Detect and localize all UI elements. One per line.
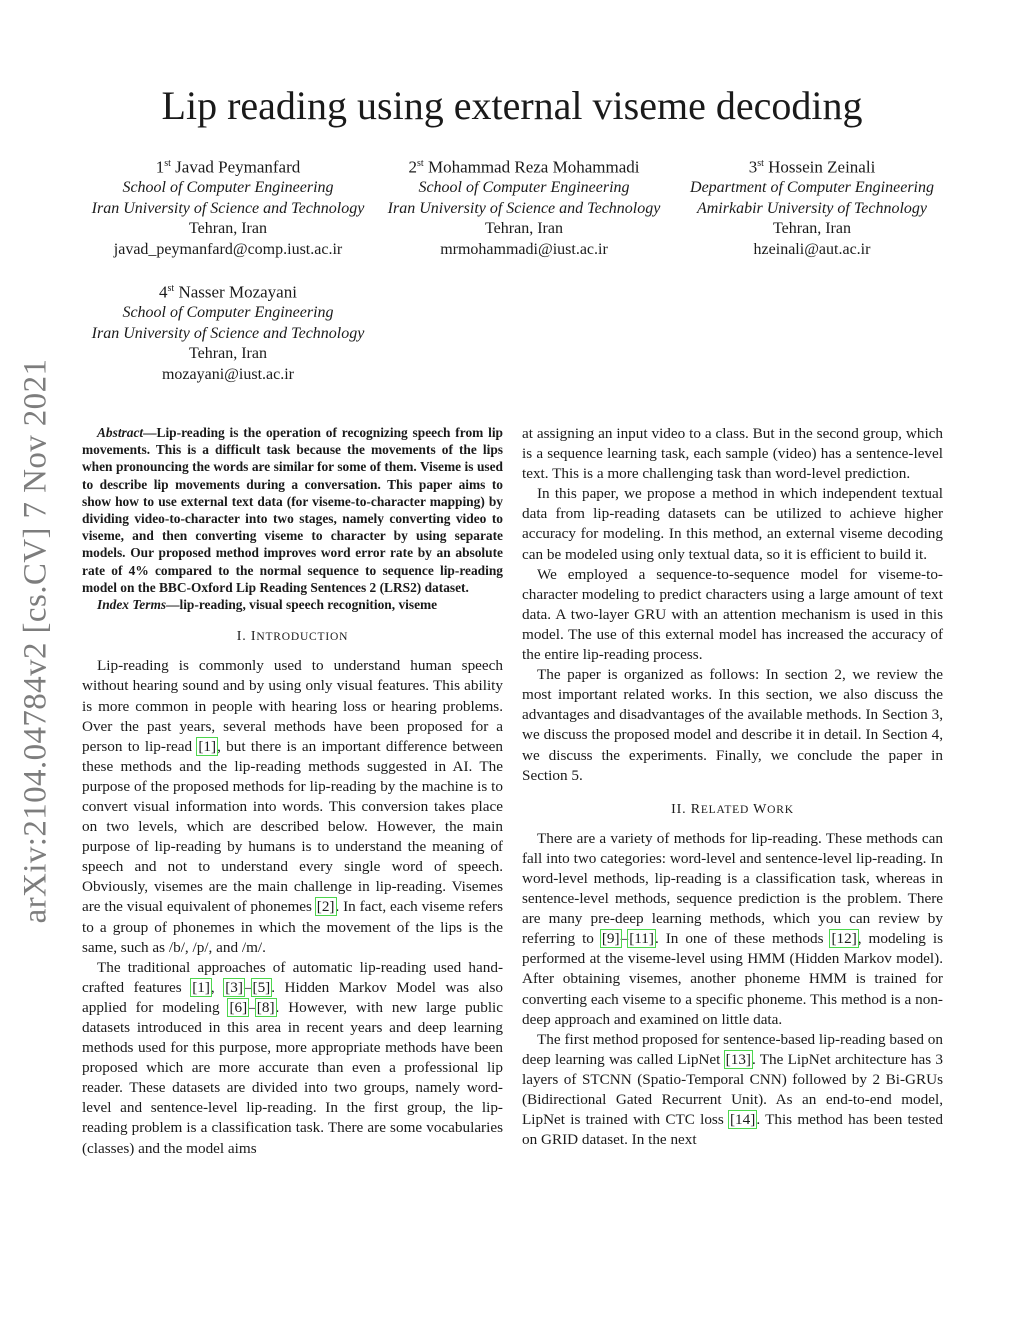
arxiv-sidebar: [14, 352, 58, 930]
author-block-3: [676, 154, 948, 261]
citation-link[interactable]: [5]: [252, 978, 271, 996]
author-name: 1st Javad Peymanfard: [155, 157, 301, 177]
left-column: [82, 424, 503, 1159]
author-email: javad_peymanfard@comp.iust.ac.ir: [113, 241, 343, 259]
citation-link[interactable]: [1]: [192, 978, 210, 996]
author-university: Iran University of Science and Technology: [91, 199, 365, 217]
citation-link[interactable]: [9]: [601, 930, 620, 948]
author-block-4: [62, 279, 394, 386]
citation-link[interactable]: [2]: [316, 898, 335, 916]
related-paragraph-1: There are a variety of methods for lip-reading. These methods can fall into two categories: word-level and sentence-level lip-reading. In word-level methods, lip-reading is a classification task, whereas in sentence-level methods, sequence prediction is the problem. There are many pre-deep learning methods, which you can review by referring to [9]–[11]. In one of these methods [12], modeling is performed at the viseme-level using HMM (Hidden Markov model). After obtaining visemes, another phoneme HMM is trained for converting each viseme to a specific phoneme. This method is a non-deep approach and examined on little data.: [522, 829, 943, 1028]
section-heading-related-work: II. RELATED WORK: [671, 801, 794, 817]
author-block-2: [360, 154, 688, 261]
author-city: Tehran, Iran: [189, 220, 267, 238]
index-terms-label: Index Terms: [97, 597, 167, 613]
citation-link[interactable]: [6]: [229, 998, 248, 1016]
citation-link[interactable]: [13]: [725, 1050, 751, 1068]
author-university: Iran University of Science and Technology: [91, 324, 365, 342]
author-city: Tehran, Iran: [189, 345, 267, 363]
intro-paragraph-5: We employed a sequence-to-sequence model for viseme-to-character modeling to predict characters using a large amount of text data. A two-layer GRU with an attention mechanism is used in this model. The use of this external model has increased the accuracy of the entire lip-reading process.: [522, 565, 943, 664]
related-paragraph-2: The first method proposed for sentence-based lip-reading based on deep learning was called LipNet [13]. The LipNet architecture has 3 layers of STCNN (Spatio-Temporal CNN) followed by 2 Bi-GRUs (Bidirectional Gated Recurrent Unit). As an end-to-end model, LipNet is trained with CTC loss [14]. This method has been tested on GRID dataset. In the next: [522, 1030, 943, 1149]
author-university: Iran University of Science and Technology: [387, 199, 661, 217]
author-department: School of Computer Engineering: [122, 304, 334, 322]
citation-link[interactable]: [12]: [831, 930, 857, 948]
author-email: mozayani@iust.ac.ir: [161, 366, 295, 384]
citation-link[interactable]: [1]: [198, 737, 217, 755]
author-email: mrmohammadi@iust.ac.ir: [440, 241, 608, 259]
citation-link[interactable]: [14]: [730, 1111, 756, 1129]
author-name: 4st Nasser Mozayani: [159, 282, 297, 302]
author-name: 2st Mohammad Reza Mohammadi: [408, 157, 640, 177]
intro-paragraph-4: In this paper, we propose a method in which independent textual data from lip-reading datasets can be utilized to achieve higher accuracy for modeling. In this method, an external viseme decoding can be modeled using only textual data, so it is efficient to build it.: [522, 485, 943, 563]
author-department: Department of Computer Engineering: [690, 179, 934, 197]
intro-paragraph-2: The traditional approaches of automatic lip-reading used hand-crafted features [1], [3]–[5]. Hidden Markov Model was also applied for modeling [6]–[8]. However, with new large public datasets introduced in this area in recent years and deep learning methods used for this purpose, more appropriate methods have been proposed which are more accurate than even a professional lip reader. These datasets are divided into two groups, namely word-level and sentence-level lip-reading. In the first group, the lip-reading problem is a classification task. There are some vocabularies (classes) and the model aims: [82, 958, 504, 1157]
abstract: Abstract—Lip-reading is the operation of recognizing speech from lip movements. This is a difficult task because the movements of the lips when pronouncing the words are similar for some of them. Viseme is used to describe lip movements during a conversation. This paper aims to show how to use external text data (for viseme-to-character mapping) by dividing video-to-character into two stages, namely converting video to viseme, and then converting viseme to character by using separate models. Our proposed method improves word error rate by an absolute rate of 4% compared to the normal sequence to sequence lip-reading model on the BBC-Oxford Lip Reading Sentences 2 (LRS2) dataset.: [82, 425, 503, 595]
author-name: 3st Hossein Zeinali: [748, 157, 876, 177]
intro-paragraph-1: Lip-reading is commonly used to understand human speech without hearing sound and by using only visual features. This ability is more common in people with hearing loss or hearing problems. Over the past years, several methods have been proposed for a person to lip-read [1], but there is an important difference between these methods and the lip-reading methods suggested in AI. The purpose of the proposed methods for lip-reading by the machine is to convert visual information into words. This conversion takes place on two levels, which are described below. However, the main purpose of lip-reading by humans is to understand the meaning of speech and not to understand every single word of speech. Obviously, visemes are the main challenge in lip-reading. Visemes are the visual equivalent of phonemes [2]. In fact, each viseme refers to a group of phonemes in which the movement of the lips is the same, such as /b/, /p/, and /m/.: [82, 657, 503, 956]
abstract-label: Abstract: [97, 425, 144, 440]
author-city: Tehran, Iran: [773, 220, 851, 238]
paper-title: Lip reading using external viseme decoding: [161, 83, 863, 128]
author-email: hzeinali@aut.ac.ir: [753, 241, 871, 259]
author-department: School of Computer Engineering: [418, 179, 630, 197]
section-heading-introduction: I. INTRODUCTION: [236, 629, 349, 645]
right-column: [522, 424, 943, 1150]
index-terms: Index Terms—lip-reading, visual speech recognition, viseme: [97, 597, 438, 613]
author-block-1: [62, 154, 394, 261]
citation-link[interactable]: [3]: [225, 978, 243, 996]
arxiv-identifier: arXiv:2104.04784v2 [cs.CV] 7 Nov 2021: [17, 358, 54, 924]
citation-link[interactable]: [8]: [256, 998, 275, 1016]
citation-link[interactable]: [11]: [629, 930, 654, 948]
author-university: Amirkabir University of Technology: [696, 199, 928, 217]
intro-paragraph-3: at assigning an input video to a class. But in the second group, which is a sequence learning task, each sample (video) has a sentence-level text. This is a more challenging task than word-level prediction.: [522, 425, 943, 483]
author-city: Tehran, Iran: [485, 220, 563, 238]
author-department: School of Computer Engineering: [122, 179, 334, 197]
intro-paragraph-6: The paper is organized as follows: In section 2, we review the most important related works. In this section, we also discuss the advantages and disadvantages of the available methods. In Section 3, we discuss the proposed model and describe it in detail. In Section 4, we discuss the experiments. Finally, we conclude the paper in Section 5.: [522, 666, 943, 784]
